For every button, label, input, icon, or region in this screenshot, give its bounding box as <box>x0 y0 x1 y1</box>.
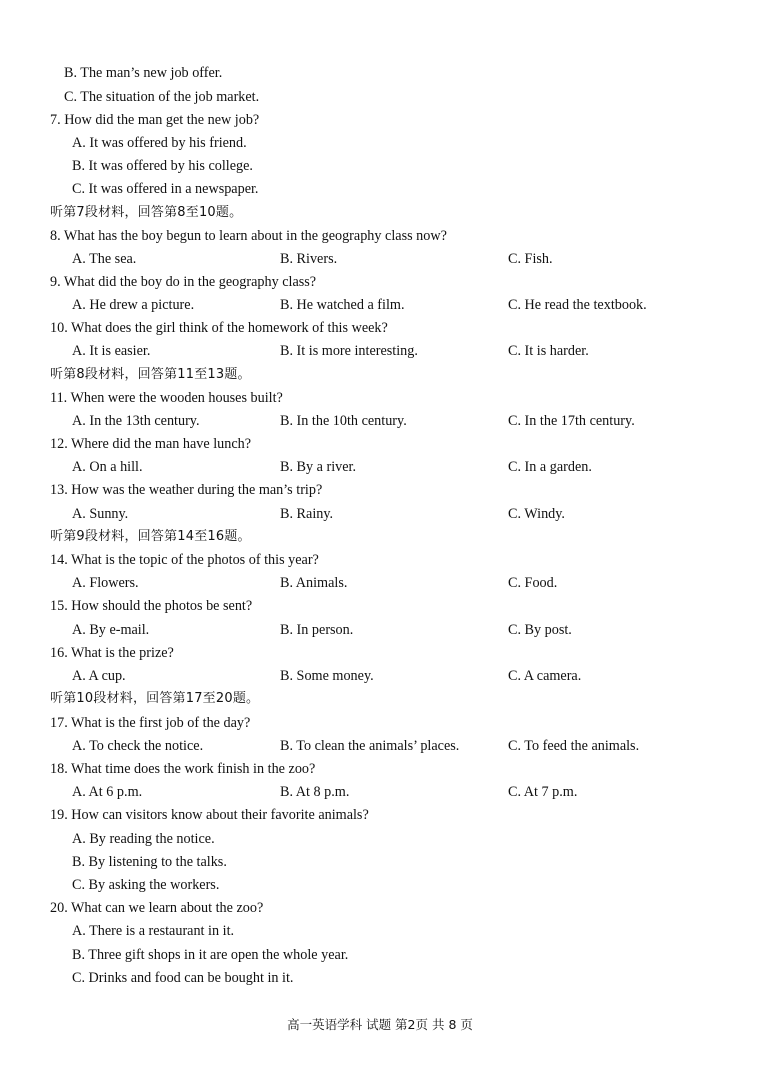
option-6c: C. The situation of the job market. <box>64 89 260 105</box>
option-20c: C. Drinks and food can be bought in it. <box>72 970 294 986</box>
question-17: 17. What is the first job of the day? <box>50 715 251 731</box>
option-20b: B. Three gift shops in it are open the whole year. <box>72 947 349 963</box>
question-15: 15. How should the photos be sent? <box>50 598 253 614</box>
option-13b: B. Rainy. <box>280 506 334 522</box>
option-13a: A. Sunny. <box>72 506 129 522</box>
question-8: 8. What has the boy begun to learn about in the geography class now? <box>50 228 447 244</box>
option-7a: A. It was offered by his friend. <box>72 135 247 151</box>
option-16a: A. A cup. <box>72 668 126 684</box>
option-6b: B. The man’s new job offer. <box>64 65 223 81</box>
option-17c: C. To feed the animals. <box>508 738 640 754</box>
question-11: 11. When were the wooden houses built? <box>50 390 283 406</box>
option-19a: A. By reading the notice. <box>72 831 215 847</box>
option-8c: C. Fish. <box>508 251 553 267</box>
question-7: 7. How did the man get the new job? <box>50 112 260 128</box>
option-9b: B. He watched a film. <box>280 297 405 313</box>
option-9c: C. He read the textbook. <box>508 297 647 313</box>
section-heading-7: 听第7段材料，回答第8至10题。 <box>50 205 243 220</box>
section-heading-10: 听第10段材料，回答第17至20题。 <box>50 691 260 706</box>
option-18b: B. At 8 p.m. <box>280 784 350 800</box>
question-19: 19. How can visitors know about their favorite animals? <box>50 807 369 823</box>
question-14: 14. What is the topic of the photos of this year? <box>50 552 319 568</box>
option-14b: B. Animals. <box>280 575 348 591</box>
option-12b: B. By a river. <box>280 459 357 475</box>
question-9: 9. What did the boy do in the geography class? <box>50 274 317 290</box>
option-8a: A. The sea. <box>72 251 137 267</box>
option-13c: C. Windy. <box>508 506 565 522</box>
question-16: 16. What is the prize? <box>50 645 174 661</box>
option-12c: C. In a garden. <box>508 459 592 475</box>
option-10c: C. It is harder. <box>508 343 589 359</box>
option-17b: B. To clean the animals’ places. <box>280 738 460 754</box>
option-17a: A. To check the notice. <box>72 738 204 754</box>
option-9a: A. He drew a picture. <box>72 297 195 313</box>
section-heading-9: 听第9段材料，回答第14至16题。 <box>50 529 251 544</box>
question-20: 20. What can we learn about the zoo? <box>50 900 264 916</box>
option-18c: C. At 7 p.m. <box>508 784 578 800</box>
option-15b: B. In person. <box>280 622 354 638</box>
option-14c: C. Food. <box>508 575 558 591</box>
option-12a: A. On a hill. <box>72 459 143 475</box>
option-16c: C. A camera. <box>508 668 582 684</box>
option-7c: C. It was offered in a newspaper. <box>72 181 259 197</box>
option-15c: C. By post. <box>508 622 572 638</box>
question-18: 18. What time does the work finish in the zoo? <box>50 761 316 777</box>
option-8b: B. Rivers. <box>280 251 338 267</box>
option-11a: A. In the 13th century. <box>72 413 200 429</box>
question-12: 12. Where did the man have lunch? <box>50 436 252 452</box>
option-7b: B. It was offered by his college. <box>72 158 253 174</box>
section-heading-8: 听第8段材料，回答第11至13题。 <box>50 367 251 382</box>
page-footer: 高一英语学科 试题 第2页 共 8 页 <box>287 1017 473 1032</box>
option-19b: B. By listening to the talks. <box>72 854 227 870</box>
option-20a: A. There is a restaurant in it. <box>72 923 235 939</box>
option-11b: B. In the 10th century. <box>280 413 407 429</box>
option-19c: C. By asking the workers. <box>72 877 220 893</box>
option-18a: A. At 6 p.m. <box>72 784 143 800</box>
option-10b: B. It is more interesting. <box>280 343 418 359</box>
option-16b: B. Some money. <box>280 668 374 684</box>
option-10a: A. It is easier. <box>72 343 151 359</box>
option-14a: A. Flowers. <box>72 575 139 591</box>
question-10: 10. What does the girl think of the homework of this week? <box>50 320 388 336</box>
option-11c: C. In the 17th century. <box>508 413 635 429</box>
question-13: 13. How was the weather during the man’s trip? <box>50 482 323 498</box>
option-15a: A. By e-mail. <box>72 622 150 638</box>
